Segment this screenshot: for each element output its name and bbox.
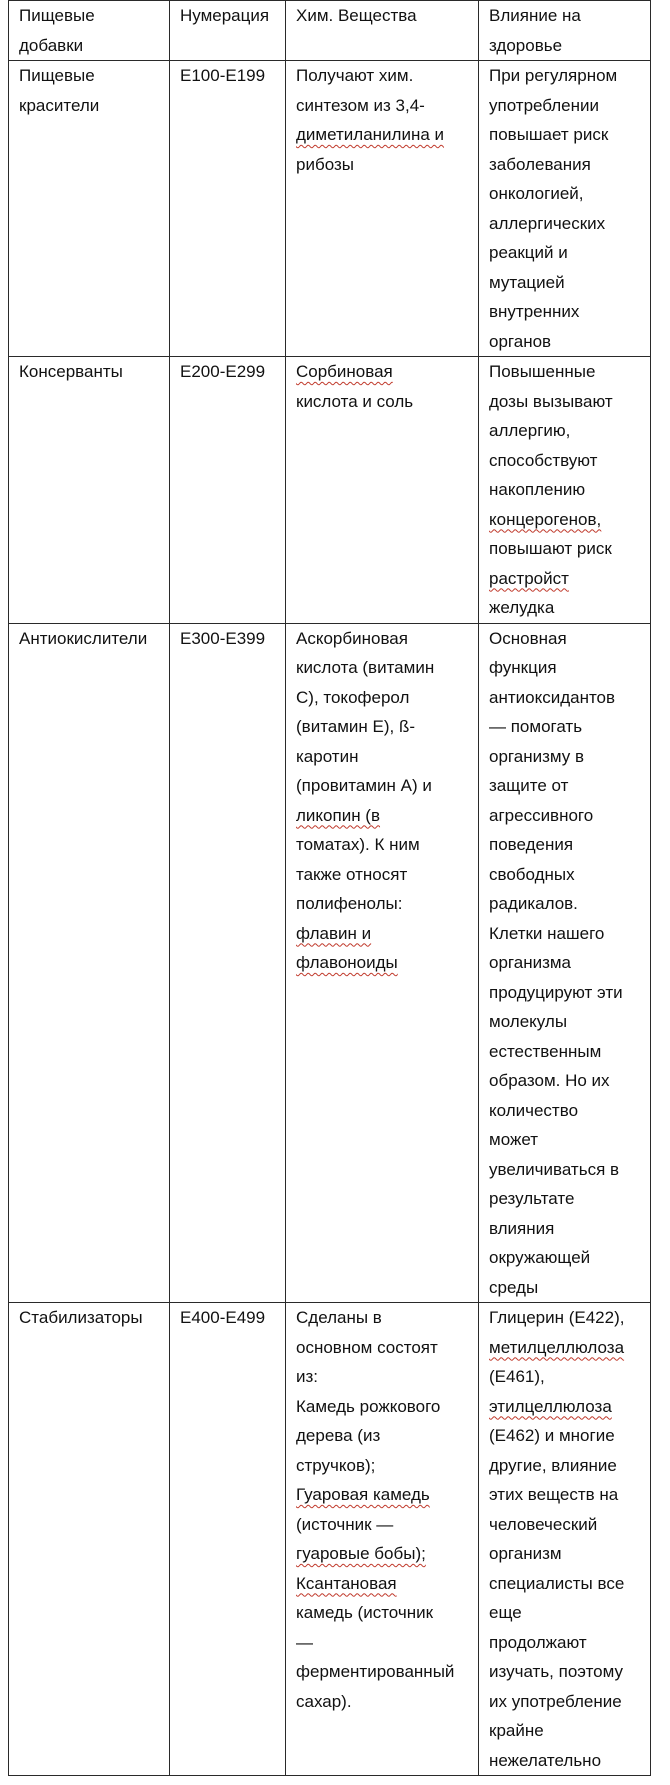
header-health-effect [479, 1, 651, 61]
cell-health-effect [479, 357, 651, 624]
cell-text-line: продолжают [489, 1632, 587, 1652]
cell-health-effect [479, 1303, 651, 1776]
table-row [9, 1303, 651, 1776]
cell-text-line: Е200-Е299 [180, 362, 266, 381]
cell-text-line: внутренних [489, 302, 580, 321]
cell-text-line: Стабилизаторы [19, 1308, 143, 1327]
header-additives [9, 1, 170, 61]
cell-text-line: образом. Но их [489, 1071, 610, 1090]
cell-text-line: метилцеллюлоза [489, 1337, 625, 1357]
cell-text-line: агрессивного [489, 805, 594, 825]
cell-text-line: камедь (источник [296, 1603, 434, 1622]
cell-text-line: еще [489, 1603, 522, 1622]
cell-text-line: концерогенов, [489, 509, 602, 529]
cell-text-line: организма [489, 953, 572, 972]
cell-text-line: Е300-Е399 [180, 628, 266, 648]
cell-text-line: полифенолы: [296, 894, 403, 913]
cell-text-line: Антиокислители [19, 628, 148, 648]
cell-text-line: защите от [489, 776, 569, 795]
cell-text-line: повышают риск [489, 539, 612, 558]
cell-text-line: (источник — [296, 1514, 394, 1534]
cell-text-line: мутацией [489, 272, 565, 292]
cell-text-line: органов [489, 331, 552, 351]
cell-health-effect [479, 623, 651, 1303]
cell-text-line: естественным [489, 1041, 602, 1061]
cell-additive-name [9, 357, 170, 624]
cell-text-line: томатах). К ним [296, 835, 420, 854]
cell-text-line: среды [489, 1277, 539, 1297]
cell-text-line: синтезом из 3,4- [296, 95, 425, 115]
table-row [9, 623, 651, 1303]
cell-text-line: сахар). [296, 1691, 352, 1711]
cell-text-line: человеческий [489, 1514, 598, 1534]
header-row [9, 1, 651, 61]
cell-text-line: реакций и [489, 243, 568, 262]
cell-text-line: организм [489, 1544, 562, 1563]
cell-text-line: онкологией, [489, 184, 584, 203]
cell-numbering [170, 623, 286, 1303]
cell-text-line: С), токоферол [296, 687, 410, 707]
cell-text-line: радикалов. [489, 894, 578, 913]
cell-text-line: ликопин (в [296, 805, 381, 825]
cell-text-line: Основная [489, 628, 567, 648]
header-text-line: Нумерация [180, 6, 270, 25]
cell-text-line: (провитамин А) и [296, 776, 432, 795]
header-text-line: добавки [19, 35, 84, 55]
cell-chemicals [286, 357, 479, 624]
cell-text-line: аллергию, [489, 421, 571, 440]
cell-text-line: повышает риск [489, 125, 609, 144]
cell-numbering [170, 357, 286, 624]
cell-numbering [170, 61, 286, 357]
cell-numbering [170, 1303, 286, 1776]
cell-text-line: желудка [489, 598, 555, 617]
table-row [9, 61, 651, 357]
cell-text-line: окружающей [489, 1248, 591, 1267]
cell-text-line: антиоксидантов [489, 687, 616, 707]
cell-text-line: Сорбиновая [296, 362, 393, 381]
cell-text-line: ферментированный [296, 1662, 455, 1681]
cell-chemicals [286, 61, 479, 357]
cell-text-line: растройст [489, 568, 569, 588]
cell-text-line: результате [489, 1189, 575, 1208]
cell-text-line: кислота (витамин [296, 658, 435, 677]
header-text-line: Пищевые [19, 6, 95, 25]
cell-text-line: из: [296, 1367, 319, 1386]
cell-text-line: дерева (из [296, 1426, 381, 1445]
cell-health-effect [479, 61, 651, 357]
cell-text-line: аллергических [489, 213, 606, 233]
table-header [9, 1, 651, 61]
cell-text-line: Ксантановая [296, 1573, 397, 1593]
cell-text-line: Консерванты [19, 362, 123, 381]
food-additives-table [8, 0, 651, 1776]
header-text-line: здоровье [489, 35, 563, 55]
cell-text-line: специалисты все [489, 1573, 625, 1593]
cell-text-line: Е400-Е499 [180, 1308, 266, 1327]
cell-text-line: диметиланилина и [296, 125, 445, 144]
cell-text-line: молекулы [489, 1012, 568, 1031]
cell-text-line: каротин [296, 746, 359, 766]
cell-text-line: Пищевые [19, 66, 95, 85]
cell-text-line: (витамин Е), ß- [296, 717, 416, 736]
header-text-line: Влияние на [489, 6, 581, 25]
cell-text-line: изучать, поэтому [489, 1662, 624, 1681]
cell-text-line: основном состоят [296, 1337, 438, 1357]
cell-text-line: Камедь рожкового [296, 1396, 441, 1416]
cell-text-line: может [489, 1130, 538, 1149]
cell-text-line: Е100-Е199 [180, 66, 266, 85]
cell-text-line: красители [19, 95, 100, 115]
cell-text-line: рибозы [296, 154, 354, 174]
cell-text-line: Клетки нашего [489, 923, 605, 943]
cell-text-line: Глицерин (Е422), [489, 1308, 625, 1327]
cell-text-line: их употребление [489, 1691, 622, 1711]
cell-text-line: крайне [489, 1721, 544, 1740]
cell-text-line: Получают хим. [296, 66, 414, 85]
cell-text-line: организму в [489, 746, 585, 766]
cell-additive-name [9, 61, 170, 357]
document-page [8, 0, 650, 1776]
cell-chemicals [286, 623, 479, 1303]
cell-additive-name [9, 623, 170, 1303]
cell-text-line: Повышенные [489, 362, 596, 381]
cell-text-line: Аскорбиновая [296, 628, 408, 648]
cell-text-line: увеличиваться в [489, 1159, 620, 1179]
cell-text-line: — помогать [489, 717, 583, 736]
cell-additive-name [9, 1303, 170, 1776]
header-numbering [170, 1, 286, 61]
cell-text-line: количество [489, 1100, 579, 1120]
cell-text-line: флавин и [296, 923, 372, 943]
cell-text-line: этих веществ на [489, 1485, 619, 1504]
cell-text-line: стручков); [296, 1455, 376, 1475]
table-row [9, 357, 651, 624]
cell-text-line: свободных [489, 864, 575, 884]
cell-text-line: дозы вызывают [489, 391, 613, 411]
cell-text-line: функция [489, 658, 557, 677]
cell-text-line: заболевания [489, 154, 591, 174]
cell-text-line: нежелательно [489, 1750, 602, 1770]
cell-text-line: поведения [489, 835, 574, 854]
cell-text-line: также относят [296, 864, 408, 884]
header-chemicals [286, 1, 479, 61]
cell-text-line: (Е461), [489, 1367, 545, 1386]
table-body [9, 61, 651, 1776]
cell-text-line: Гуаровая камедь [296, 1485, 430, 1504]
cell-text-line: накоплению [489, 480, 586, 499]
cell-text-line: способствуют [489, 450, 598, 470]
cell-text-line: продуцируют эти [489, 982, 623, 1002]
cell-text-line: При регулярном [489, 66, 618, 85]
cell-text-line: Сделаны в [296, 1308, 382, 1327]
cell-text-line: другие, влияние [489, 1455, 617, 1475]
cell-text-line: флавоноиды [296, 953, 398, 972]
cell-text-line: кислота и соль [296, 391, 414, 411]
cell-text-line: влияния [489, 1218, 555, 1238]
cell-chemicals [286, 1303, 479, 1776]
cell-text-line: этилцеллюлоза [489, 1396, 612, 1416]
header-text-line: Хим. Вещества [296, 6, 417, 25]
cell-text-line: употреблении [489, 95, 600, 115]
cell-text-line: — [296, 1632, 313, 1652]
cell-text-line: гуаровые бобы); [296, 1544, 426, 1563]
cell-text-line: (Е462) и многие [489, 1426, 615, 1445]
